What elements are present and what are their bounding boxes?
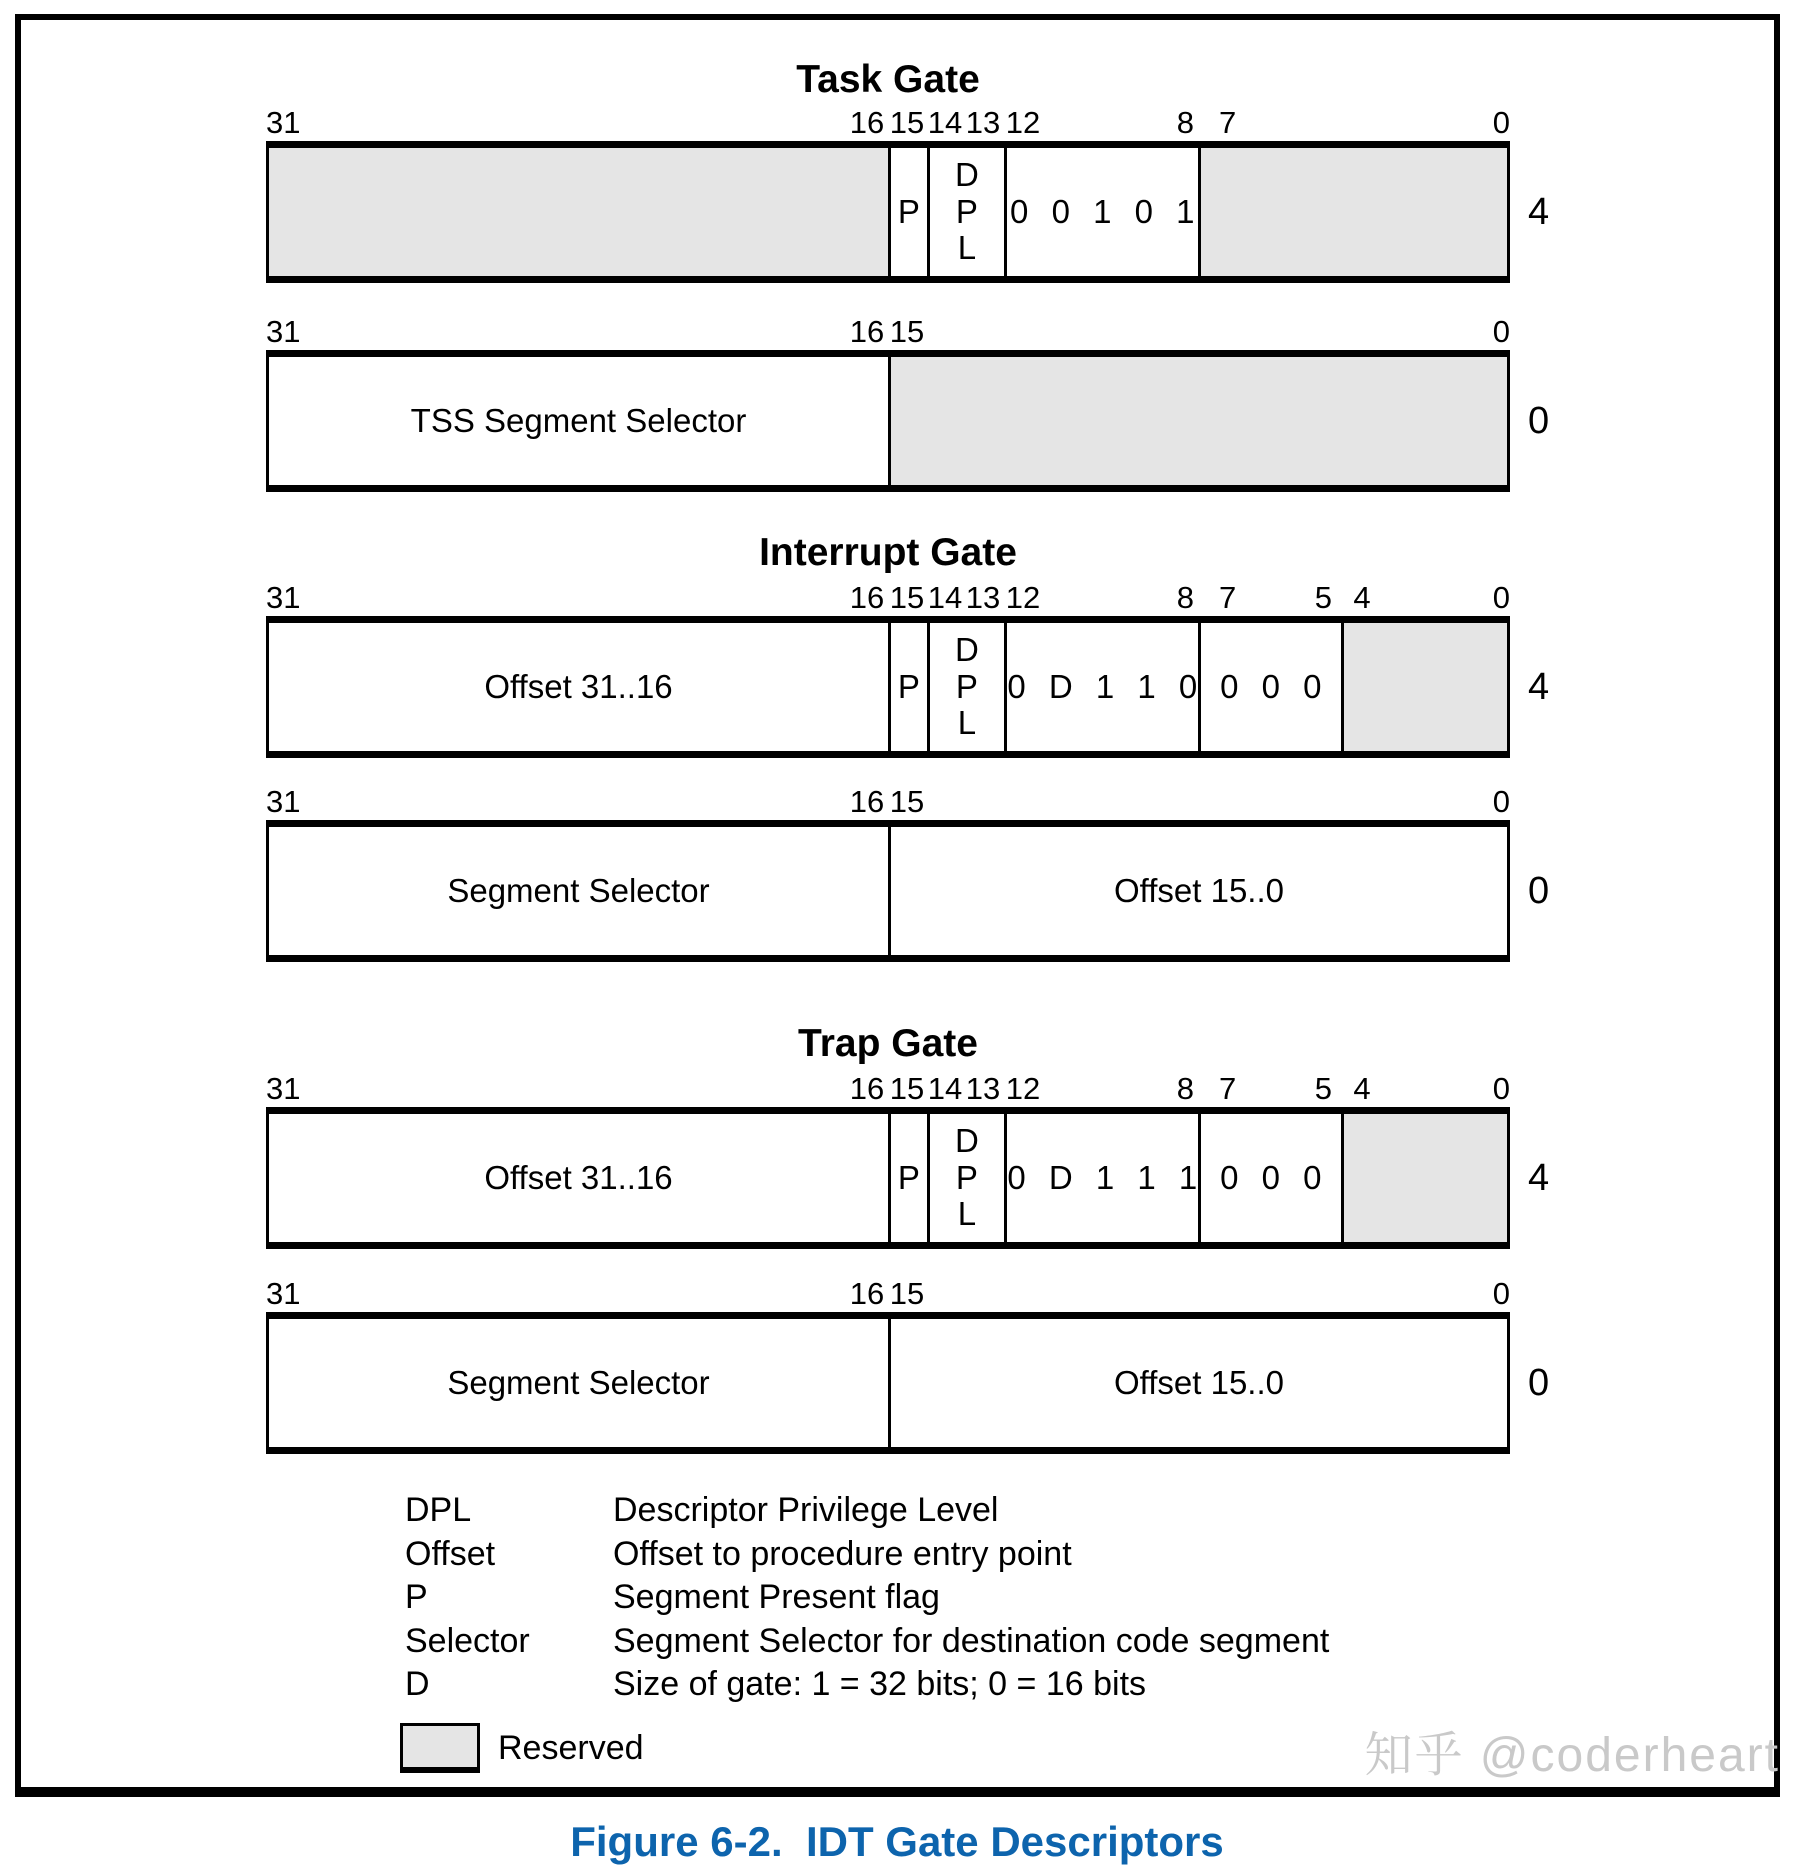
- byte-offset-label: 0: [1528, 1361, 1550, 1404]
- type-bits-field: [1004, 623, 1197, 751]
- bit-label-12: 12: [1005, 105, 1041, 140]
- dpl-field: [927, 623, 1004, 751]
- bit-label-0: 0: [1492, 580, 1510, 615]
- bit-ruler: [266, 105, 1510, 141]
- bit-label-5: 5: [1314, 580, 1333, 615]
- bit-label-14: 14: [927, 105, 963, 140]
- descriptor-dword-box: [266, 1312, 1510, 1454]
- bit-label-0: 0: [1492, 314, 1510, 349]
- bit-label-31: 31: [266, 1276, 301, 1311]
- dpl-text: DPL: [954, 1121, 979, 1233]
- bit-label-13: 13: [965, 580, 1001, 615]
- dpl-field: [927, 1114, 1004, 1242]
- descriptor-dword-box: [266, 820, 1510, 962]
- bit-label-31: 31: [266, 105, 301, 140]
- reserved-color-swatch: [400, 1723, 480, 1773]
- bit-label-0: 0: [1492, 784, 1510, 819]
- bit-label-4: 4: [1353, 1071, 1371, 1106]
- legend-definition: Offset to procedure entry point: [613, 1534, 1072, 1573]
- bit-ruler: [266, 1071, 1510, 1107]
- legend-definition: Segment Present flag: [613, 1578, 940, 1616]
- legend-entry-p: [405, 1578, 1329, 1622]
- offset-high-text: Offset 31..16: [484, 668, 673, 705]
- bit-label-8: 8: [1176, 580, 1194, 615]
- bit-label-15: 15: [889, 784, 925, 819]
- trap-gate-low-dword: [266, 1276, 1550, 1454]
- bit-ruler: [266, 314, 1510, 350]
- bit-label-16: 16: [849, 314, 885, 349]
- bit-label-15: 15: [889, 1276, 925, 1311]
- trap-gate-title: Trap Gate: [798, 1022, 978, 1065]
- bit-label-7: 7: [1218, 1071, 1237, 1106]
- segment-selector-field: [269, 827, 888, 955]
- zero-bits-text: 0 0 0: [1220, 1159, 1322, 1196]
- byte-offset-label: 4: [1528, 1156, 1550, 1199]
- legend: [405, 1491, 1329, 1709]
- zero-bits-text: 0 0 0: [1220, 668, 1322, 705]
- descriptor-dword-box: [266, 350, 1510, 492]
- zero-bits-field: [1198, 1114, 1342, 1242]
- bit-label-0: 0: [1492, 1276, 1510, 1311]
- p-flag-field: [888, 623, 927, 751]
- bit-label-7: 7: [1218, 105, 1237, 140]
- bit-label-16: 16: [849, 1276, 885, 1311]
- legend-term: Offset: [405, 1534, 496, 1573]
- byte-offset-label: 0: [1528, 869, 1550, 912]
- legend-definition: Descriptor Privilege Level: [613, 1491, 999, 1529]
- bit-label-31: 31: [266, 314, 301, 349]
- offset-low-text: Offset 15..0: [1114, 1364, 1284, 1401]
- offset-high-text: Offset 31..16: [484, 1159, 673, 1196]
- tss-segment-selector-text: TSS Segment Selector: [410, 402, 747, 439]
- reserved-field: [1341, 623, 1507, 751]
- reserved-field: [1198, 148, 1508, 276]
- bit-label-14: 14: [927, 1071, 963, 1106]
- bit-ruler: [266, 580, 1510, 616]
- segment-selector-text: Segment Selector: [447, 872, 710, 909]
- reserved-label: Reserved: [498, 1728, 644, 1767]
- legend-term: P: [405, 1578, 428, 1616]
- dpl-field: [927, 148, 1004, 276]
- legend-entry-dpl: [405, 1491, 1329, 1535]
- bit-label-31: 31: [266, 580, 301, 615]
- reserved-field: [1341, 1114, 1507, 1242]
- bit-ruler: [266, 1276, 1510, 1312]
- p-flag-text: P: [897, 1159, 920, 1196]
- legend-term: D: [405, 1665, 430, 1703]
- bit-label-12: 12: [1005, 1071, 1041, 1106]
- descriptor-dword-box: [266, 1107, 1510, 1249]
- bit-label-16: 16: [849, 1071, 885, 1106]
- dpl-text: DPL: [954, 630, 979, 742]
- bit-label-4: 4: [1353, 580, 1371, 615]
- offset-high-field: [269, 623, 888, 751]
- type-bits-field: [1004, 148, 1197, 276]
- bit-label-16: 16: [849, 105, 885, 140]
- p-flag-field: [888, 148, 927, 276]
- task-gate-low-dword: [266, 314, 1550, 492]
- type-bits-text: 0 D 1 1 0: [1007, 668, 1198, 705]
- legend-entry-d: [405, 1665, 1329, 1709]
- p-flag-text: P: [897, 668, 920, 705]
- p-flag-field: [888, 1114, 927, 1242]
- tss-segment-selector-field: [269, 357, 888, 485]
- legend-definition: Segment Selector for destination code segment: [613, 1621, 1330, 1660]
- bit-label-15: 15: [889, 105, 925, 140]
- type-bits-field: [1004, 1114, 1197, 1242]
- offset-high-field: [269, 1114, 888, 1242]
- figure-caption: Figure 6-2. IDT Gate Descriptors: [570, 1818, 1224, 1865]
- descriptor-dword-box: [266, 141, 1510, 283]
- byte-offset-label: 0: [1528, 399, 1550, 442]
- reserved-field: [888, 357, 1507, 485]
- interrupt-gate-title: Interrupt Gate: [759, 531, 1017, 574]
- byte-offset-label: 4: [1528, 665, 1550, 708]
- task-gate-title: Task Gate: [796, 58, 980, 101]
- bit-label-15: 15: [889, 314, 925, 349]
- legend-term: DPL: [405, 1491, 472, 1529]
- interrupt-gate-high-dword: [266, 580, 1550, 758]
- bit-label-31: 31: [266, 784, 301, 819]
- zero-bits-field: [1198, 623, 1342, 751]
- bit-ruler: [266, 784, 1510, 820]
- bit-label-0: 0: [1492, 105, 1510, 140]
- bit-label-13: 13: [965, 1071, 1001, 1106]
- offset-low-field: [888, 827, 1507, 955]
- bit-label-0: 0: [1492, 1071, 1510, 1106]
- bit-label-12: 12: [1005, 580, 1041, 615]
- bit-label-16: 16: [849, 580, 885, 615]
- type-bits-text: 0 D 1 1 1: [1007, 1159, 1198, 1196]
- legend-term: Selector: [405, 1621, 530, 1660]
- bit-label-7: 7: [1218, 580, 1237, 615]
- bit-label-13: 13: [965, 105, 1001, 140]
- descriptor-dword-box: [266, 616, 1510, 758]
- dpl-text: DPL: [954, 155, 979, 267]
- task-gate-high-dword: [266, 105, 1550, 283]
- bit-label-15: 15: [889, 1071, 925, 1106]
- segment-selector-field: [269, 1319, 888, 1447]
- bit-label-8: 8: [1176, 1071, 1194, 1106]
- legend-entry-offset: [405, 1535, 1329, 1579]
- bit-label-16: 16: [849, 784, 885, 819]
- offset-low-field: [888, 1319, 1507, 1447]
- offset-low-text: Offset 15..0: [1114, 872, 1284, 909]
- interrupt-gate-low-dword: [266, 784, 1550, 962]
- trap-gate-high-dword: [266, 1071, 1550, 1249]
- bit-label-8: 8: [1176, 105, 1194, 140]
- reserved-field: [269, 148, 888, 276]
- bit-label-5: 5: [1314, 1071, 1333, 1106]
- segment-selector-text: Segment Selector: [447, 1364, 710, 1401]
- bit-label-31: 31: [266, 1071, 301, 1106]
- bit-label-15: 15: [889, 580, 925, 615]
- p-flag-text: P: [897, 193, 920, 230]
- legend-entry-selector: [405, 1622, 1329, 1666]
- byte-offset-label: 4: [1528, 190, 1550, 233]
- bit-label-14: 14: [927, 580, 963, 615]
- legend-definition: Size of gate: 1 = 32 bits; 0 = 16 bits: [613, 1665, 1147, 1703]
- type-bits-text: 0 0 1 0 1: [1010, 193, 1195, 230]
- watermark: 知乎 @coderheart: [1364, 1729, 1780, 1782]
